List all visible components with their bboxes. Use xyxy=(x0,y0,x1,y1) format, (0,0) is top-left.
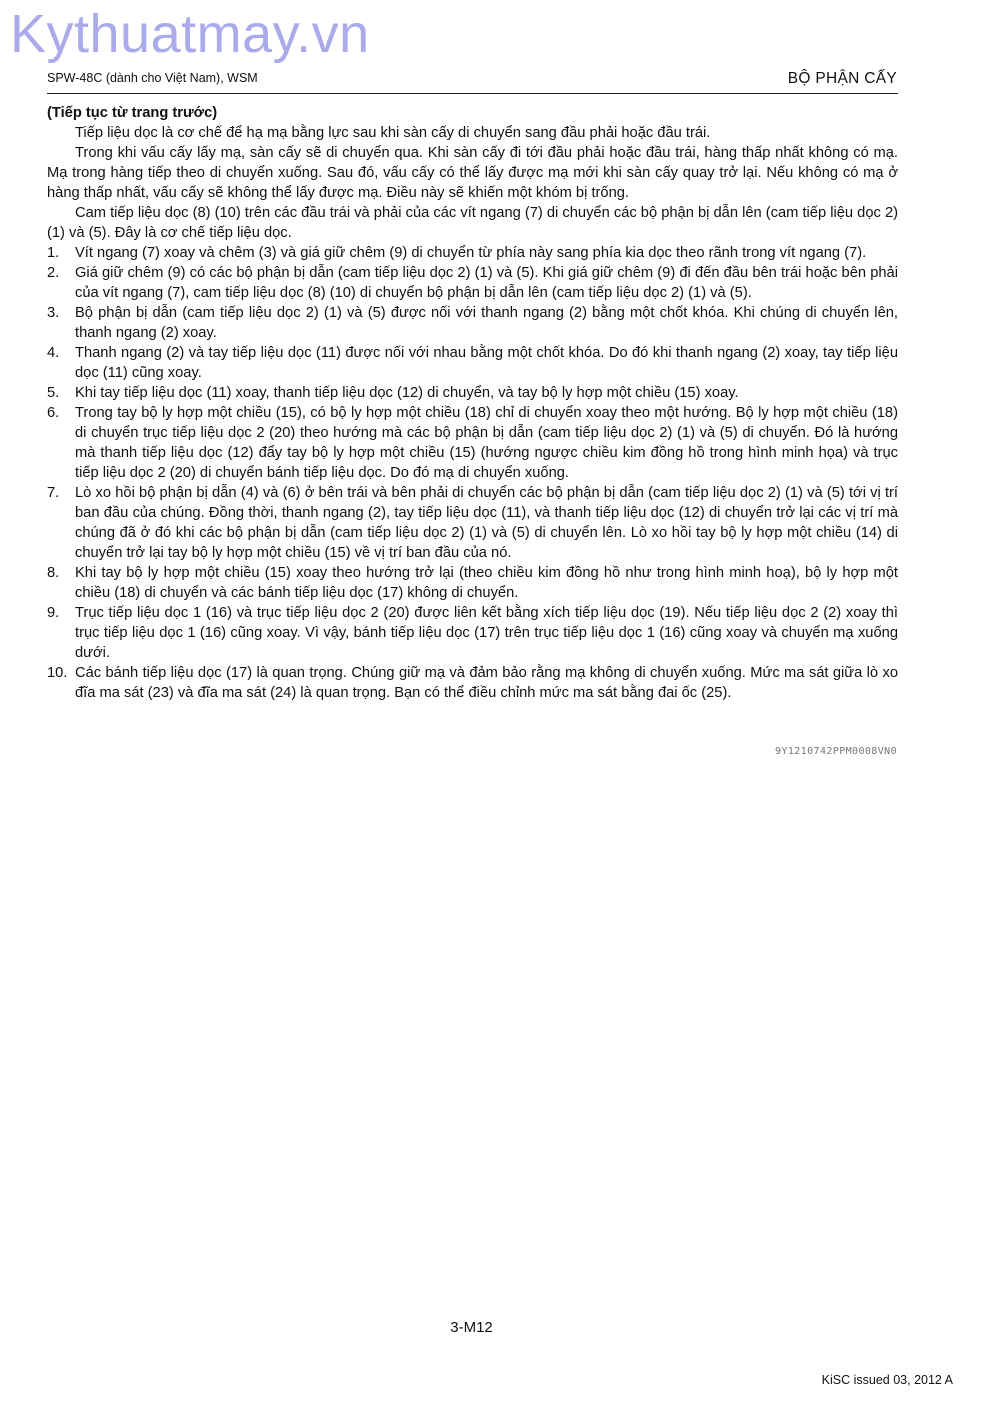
continued-heading: (Tiếp tục từ trang trước) xyxy=(47,105,218,121)
watermark-logo: Kythuatmay.vn xyxy=(10,4,370,64)
step-text: Trong tay bộ ly hợp một chiều (15), có bộ ly hợp một chiều (18) chỉ di chuyển xoay theo một hướng. Bộ ly hợp một chiều (18) di chuyển trục tiếp liệu dọc 2 (20) theo hướng mà các bộ phận bị dẫn (cam tiếp liệu dọc 2) (1) và (5) di chuyển. Đó là hướng mà thanh tiếp liệu dọc (12) đẩy tay bộ ly hợp một chiều (15) (hướng ngược chiều kim đồng hồ trong hình minh họa) và trục tiếp liệu dọc 2 (20) di chuyển bánh tiếp liệu dọc. Do đó mạ di chuyển xuống. xyxy=(75,405,898,481)
step-text: Giá giữ chêm (9) có các bộ phận bị dẫn (cam tiếp liệu dọc 2) (1) và (5). Khi giá giữ chêm (9) đi đến đầu bên trái hoặc bên phải của vít ngang (7), cam tiếp liệu dọc (8) (10) di chuyển bộ phận bị dẫn lên (cam tiếp liệu dọc 2) (1) và (5). xyxy=(75,265,898,301)
step-text: Lò xo hồi bộ phận bị dẫn (4) và (6) ở bên trái và bên phải di chuyển các bộ phận bị dẫn (cam tiếp liệu dọc 2) (1) và (5) tới vị trí ban đầu của chúng. Đồng thời, thanh ngang (2), tay tiếp liệu dọc (11), và thanh tiếp liệu dọc (12) di chuyển trở lại các vị trí mà chúng đã ở đó khi các bộ phận bị dẫn (cam tiếp liệu dọc 2) (1) và (5) di chuyển lên. Lò xo hồi tay bộ ly hợp một chiều (14) di chuyển trở lại tay bộ ly hợp một chiều (15) về vị trí ban đầu của nó. xyxy=(75,485,898,561)
step-item xyxy=(47,303,898,343)
document-code: 9Y1210742PPM0008VN0 xyxy=(775,746,897,757)
intro-paragraph-3: Cam tiếp liệu dọc (8) (10) trên các đầu trái và phải của các vít ngang (7) di chuyển các bộ phận bị dẫn lên (cam tiếp liệu dọc 2) (1) và (5). Đây là cơ chế tiếp liệu dọc. xyxy=(47,205,898,241)
step-text: Bộ phận bị dẫn (cam tiếp liệu dọc 2) (1) và (5) được nối với thanh ngang (2) bằng một chốt khóa. Khi chúng di chuyển lên, thanh ngang (2) xoay. xyxy=(75,305,898,341)
step-text: Các bánh tiếp liệu dọc (17) là quan trọng. Chúng giữ mạ và đảm bảo rằng mạ không di chuyển xuống. Mức ma sát giữa lò xo đĩa ma sát (23) và đĩa ma sát (24) là quan trọng. Bạn có thể điều chỉnh mức ma sát bằng đai ốc (25). xyxy=(75,665,898,701)
step-number: 10. xyxy=(47,665,68,681)
step-item xyxy=(47,563,898,603)
step-text: Khi tay tiếp liệu dọc (11) xoay, thanh tiếp liệu dọc (12) di chuyển, và tay bộ ly hợp một chiều (15) xoay. xyxy=(75,385,739,401)
step-item xyxy=(47,403,898,483)
step-text: Trục tiếp liệu dọc 1 (16) và trục tiếp liệu dọc 2 (20) được liên kết bằng xích tiếp liệu dọc (19). Nếu tiếp liệu dọc 2 (2) xoay thì trục tiếp liệu dọc 1 (16) cũng xoay. Vì vậy, bánh tiếp liệu dọc (17) trên trục tiếp liệu dọc 1 (16) cũng xoay và chuyển mạ xuống dưới. xyxy=(75,605,898,661)
document-body xyxy=(47,103,898,703)
step-text: Vít ngang (7) xoay và chêm (3) và giá giữ chêm (9) di chuyển từ phía này sang phía kia dọc theo rãnh trong vít ngang (7). xyxy=(75,245,867,261)
step-number: 8. xyxy=(47,565,60,581)
step-item xyxy=(47,603,898,663)
header-model: SPW-48C (dành cho Việt Nam), WSM xyxy=(47,71,258,85)
procedure-steps xyxy=(47,243,898,703)
step-number: 2. xyxy=(47,265,60,281)
step-item xyxy=(47,383,898,403)
intro-paragraph-2: Trong khi vấu cấy lấy mạ, sàn cấy sẽ di chuyển qua. Khi sàn cấy đi tới đầu phải hoặc đầu trái, hàng thấp nhất không có mạ. Mạ trong hàng tiếp theo di chuyển xuống. Sau đó, vấu cấy có thể lấy được mạ mới khi sàn cấy quay trở lại. Nếu không có mạ ở hàng thấp nhất, vấu cấy sẽ không thể lấy được mạ. Điều này sẽ khiến một khóm bị trống. xyxy=(47,145,898,201)
step-number: 9. xyxy=(47,605,60,621)
step-number: 4. xyxy=(47,345,60,361)
step-text: Thanh ngang (2) và tay tiếp liệu dọc (11) được nối với nhau bằng một chốt khóa. Do đó khi thanh ngang (2) xoay, tay tiếp liệu dọc (11) cũng xoay. xyxy=(75,345,898,381)
step-number: 1. xyxy=(47,245,60,261)
step-text: Khi tay bộ ly hợp một chiều (15) xoay theo hướng trở lại (theo chiều kim đồng hồ như trong hình minh hoạ), bộ ly hợp một chiều (18) di chuyển và các bánh tiếp liệu dọc (17) không di chuyển. xyxy=(75,565,898,601)
header-divider xyxy=(47,93,898,94)
step-item xyxy=(47,343,898,383)
step-number: 5. xyxy=(47,385,60,401)
page-number: 3-M12 xyxy=(450,1319,493,1336)
step-item xyxy=(47,243,898,263)
step-number: 7. xyxy=(47,485,60,501)
step-item xyxy=(47,663,898,703)
step-number: 6. xyxy=(47,405,60,421)
header-section-title: BỘ PHẬN CẤY xyxy=(787,70,897,87)
step-number: 3. xyxy=(47,305,60,321)
intro-paragraph-1: Tiếp liệu dọc là cơ chế để hạ mạ bằng lực sau khi sàn cấy di chuyển sang đầu phải hoặc đầu trái. xyxy=(75,125,711,141)
footer-issue-label: KiSC issued 03, 2012 A xyxy=(821,1373,953,1387)
step-item xyxy=(47,263,898,303)
step-item xyxy=(47,483,898,563)
